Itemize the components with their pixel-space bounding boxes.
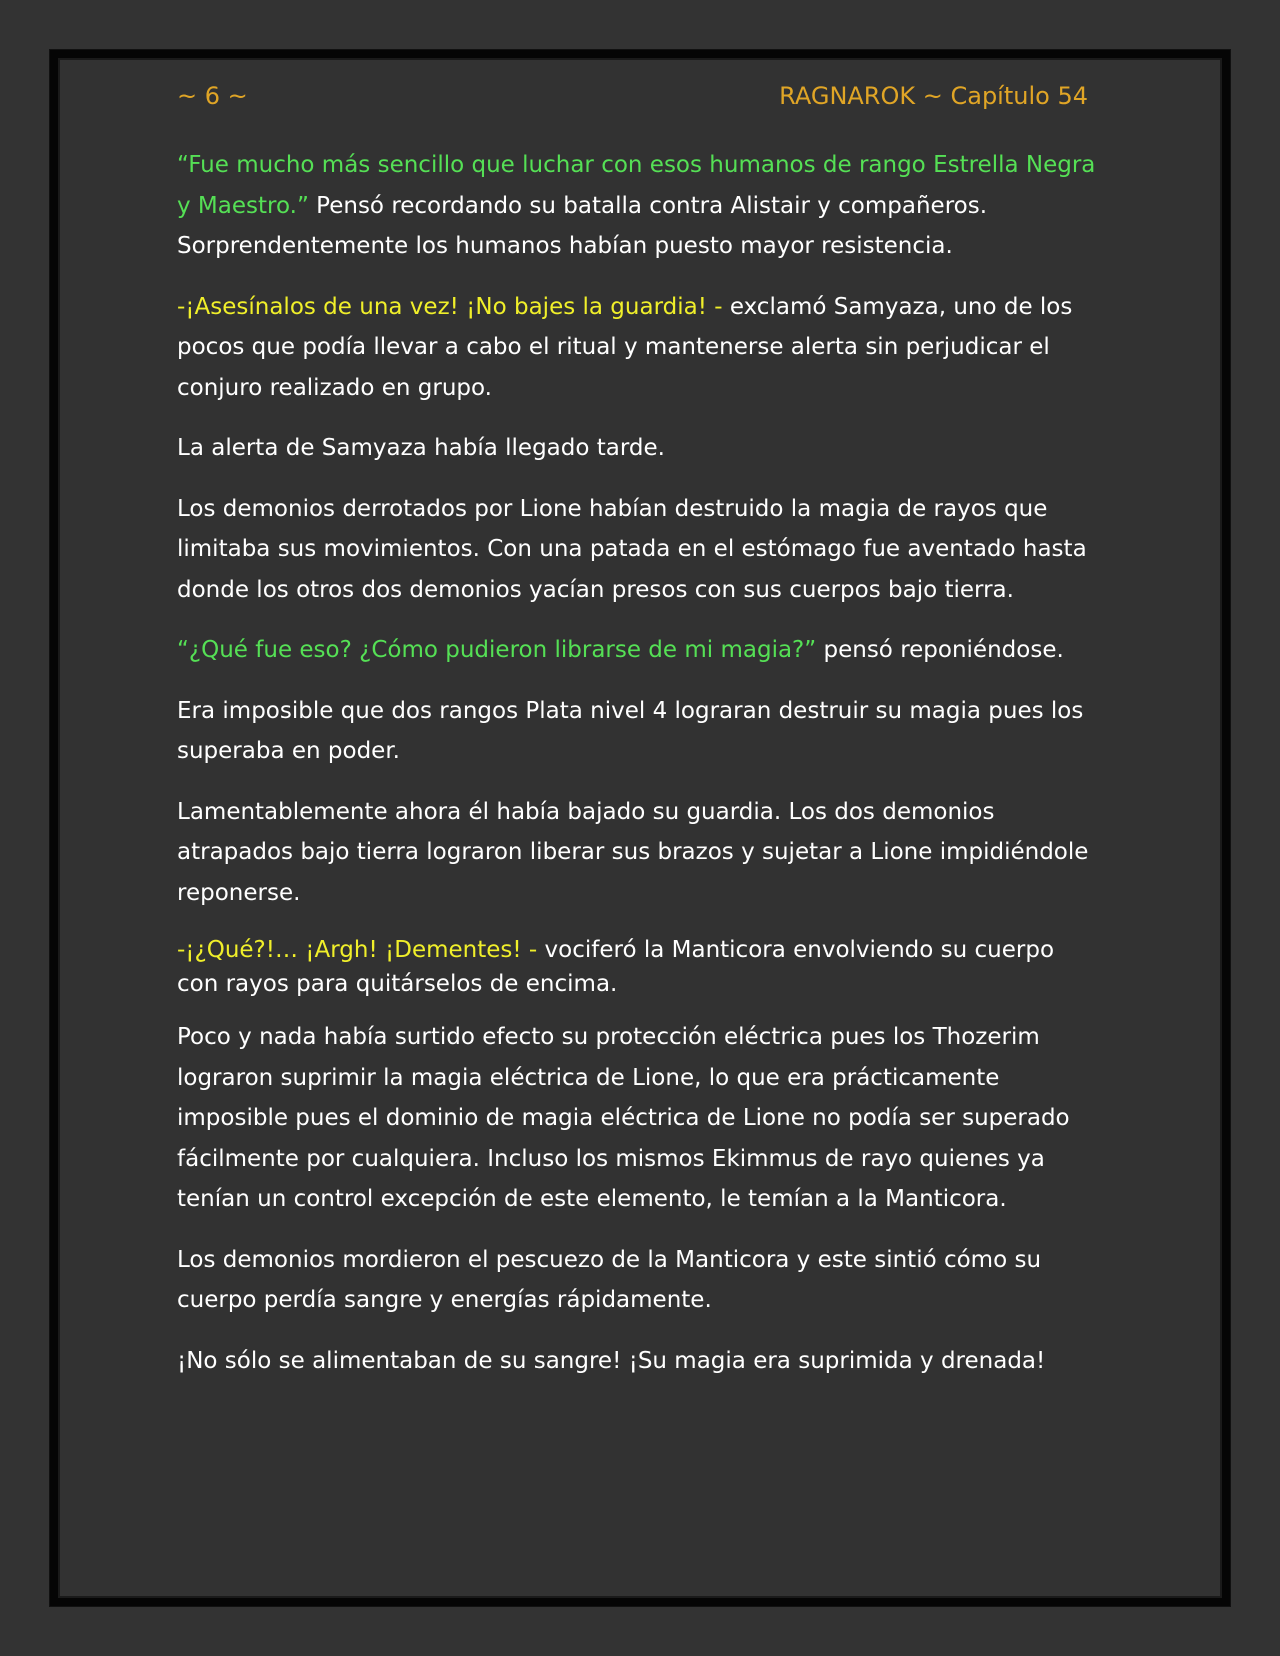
narration-text: exclamó Samyaza, uno de los pocos que podía llevar a cabo el ritual y mantenerse alerta sin perjudicar el conjuro realizado en grupo. — [177, 293, 1073, 401]
paragraph-9: Poco y nada había surtido efecto su protección eléctrica pues los Thozerim lograron suprimir la magia eléctrica de Lione, lo que era prácticamente imposible pues el dominio de magia eléctrica de Lione no podía ser superado fácilmente por cualquiera. Incluso los mismos Ekimmus de rayo quienes ya tenían un control excepción de este elemento, le temían a la Manticora. — [177, 1024, 1070, 1212]
paragraph-10: Los demonios mordieron el pescuezo de la Manticora y este sintió cómo su cuerpo perdía sangre y energías rápidamente. — [177, 1246, 1042, 1313]
narration-text: vociferó la Manticora envolviendo su cuerpo con rayos para quitárselos de encima. — [177, 937, 1055, 997]
thought-text: “Fue mucho más sencillo que luchar con esos humanos de rango Estrella Negra y Maestro.” — [177, 152, 1096, 219]
paragraph-6: Era imposible que dos rangos Plata nivel 4 lograran destruir su magia pues los superaba en poder. — [177, 697, 1084, 764]
page-header — [177, 76, 1088, 116]
paragraph-8 — [177, 933, 1097, 1001]
chapter-title: RAGNAROK ~ Capítulo 54 — [779, 82, 1088, 110]
paragraph-3: La alerta de Samyaza había llegado tarde. — [177, 435, 665, 461]
paragraph-11: ¡No sólo se alimentaban de su sangre! ¡Su magia era suprimida y drenada! — [177, 1347, 1046, 1374]
dialogue-text: -¡¿Qué?!… ¡Argh! ¡Dementes! - — [177, 937, 538, 963]
paragraph-1 — [177, 145, 1097, 267]
paragraph-4: Los demonios derrotados por Lione habían destruido la magia de rayos que limitaba sus movimientos. Con una patada en el estómago fue aventado hasta donde los otros dos demonios yacían presos con sus cuerpos bajo tierra. — [177, 495, 1087, 603]
page-body — [177, 145, 1097, 1401]
thought-text: “¿Qué fue eso? ¿Cómo pudieron librarse de mi magia?” — [177, 637, 817, 663]
paragraph-5 — [177, 630, 1097, 671]
page-number: ~ 6 ~ — [177, 82, 248, 110]
paragraph-2 — [177, 287, 1097, 409]
dialogue-text: -¡Asesínalos de una vez! ¡No bajes la guardia! - — [177, 293, 723, 320]
paragraph-7: Lamentablemente ahora él había bajado su guardia. Los dos demonios atrapados bajo tierra lograron liberar sus brazos y sujetar a Lione impidiéndole reponerse. — [177, 798, 1089, 906]
narration-text: pensó reponiéndose. — [816, 637, 1064, 663]
narration-text: Pensó recordando su batalla contra Alistair y compañeros. Sorprendentemente los humanos habían puesto mayor resistencia. — [177, 192, 988, 259]
